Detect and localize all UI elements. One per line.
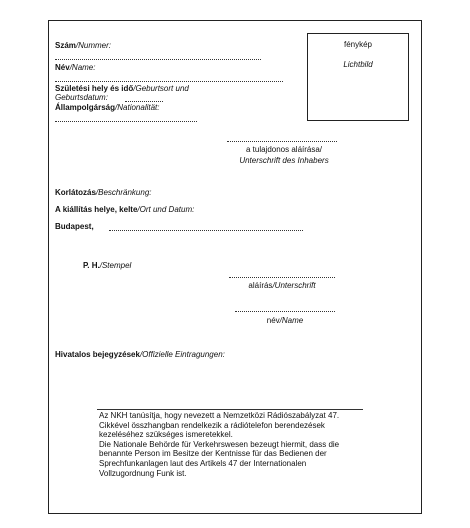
photo-label-hu: fénykép	[343, 40, 373, 49]
note-hungarian: Az NKH tanúsítja, hogy nevezett a Nemzetközi Rádiószabályzat 47. Cikkével összhangban rendelkezik a rádiótelefon berendezések kezeléséhez szükséges ismeretekkel.	[99, 411, 340, 440]
photo-box	[307, 33, 409, 121]
nationality-label: Állampolgárság/Nationalität:	[55, 103, 160, 112]
note-german: Die Nationale Behörde für Verkehrswesen bezeugt hiermit, dass die benannte Person im Besitze der Kentnisse für das Bedienen der Sprechfunkanlagen laut des Artikels 47 der Internationalen Vollzugordnung Funk ist.	[99, 439, 340, 478]
signature-label: aláírás/Unterschrift	[248, 281, 316, 290]
nationality-line	[55, 121, 197, 122]
official-entries-label: Hivatalos bejegyzések/Offizielle Eintragungen:	[55, 350, 225, 359]
note-divider	[97, 409, 363, 410]
birth-label: Születési hely és idő/Geburtsort und	[55, 84, 189, 93]
signer-name-label: név/Name	[266, 316, 304, 325]
signature-line	[229, 277, 335, 278]
certification-note	[99, 411, 359, 478]
holder-signature-line	[227, 141, 337, 142]
issue-city: Budapest,	[55, 222, 94, 231]
holder-signature-label-de: Unterschrift des Inhabers	[239, 156, 329, 165]
issue-label: A kiállítás helye, kelte/Ort und Datum:	[55, 205, 195, 214]
photo-label-de: Lichtbild	[343, 60, 373, 69]
number-label: Szám/Nummer:	[55, 41, 112, 50]
signer-name-line	[235, 311, 335, 312]
name-label: Név/Name:	[55, 63, 96, 72]
name-line	[55, 81, 283, 82]
birth-label-cont: Geburtsdatum:	[55, 93, 108, 102]
restriction-label: Korlátozás/Beschränkung:	[55, 188, 152, 197]
birth-line	[125, 101, 163, 102]
number-line	[55, 59, 261, 60]
license-document	[48, 20, 422, 514]
issue-line	[109, 230, 303, 231]
holder-signature-label-hu: a tulajdonos aláírása/	[245, 145, 323, 154]
stamp-label: P. H./Stempel	[83, 261, 132, 270]
